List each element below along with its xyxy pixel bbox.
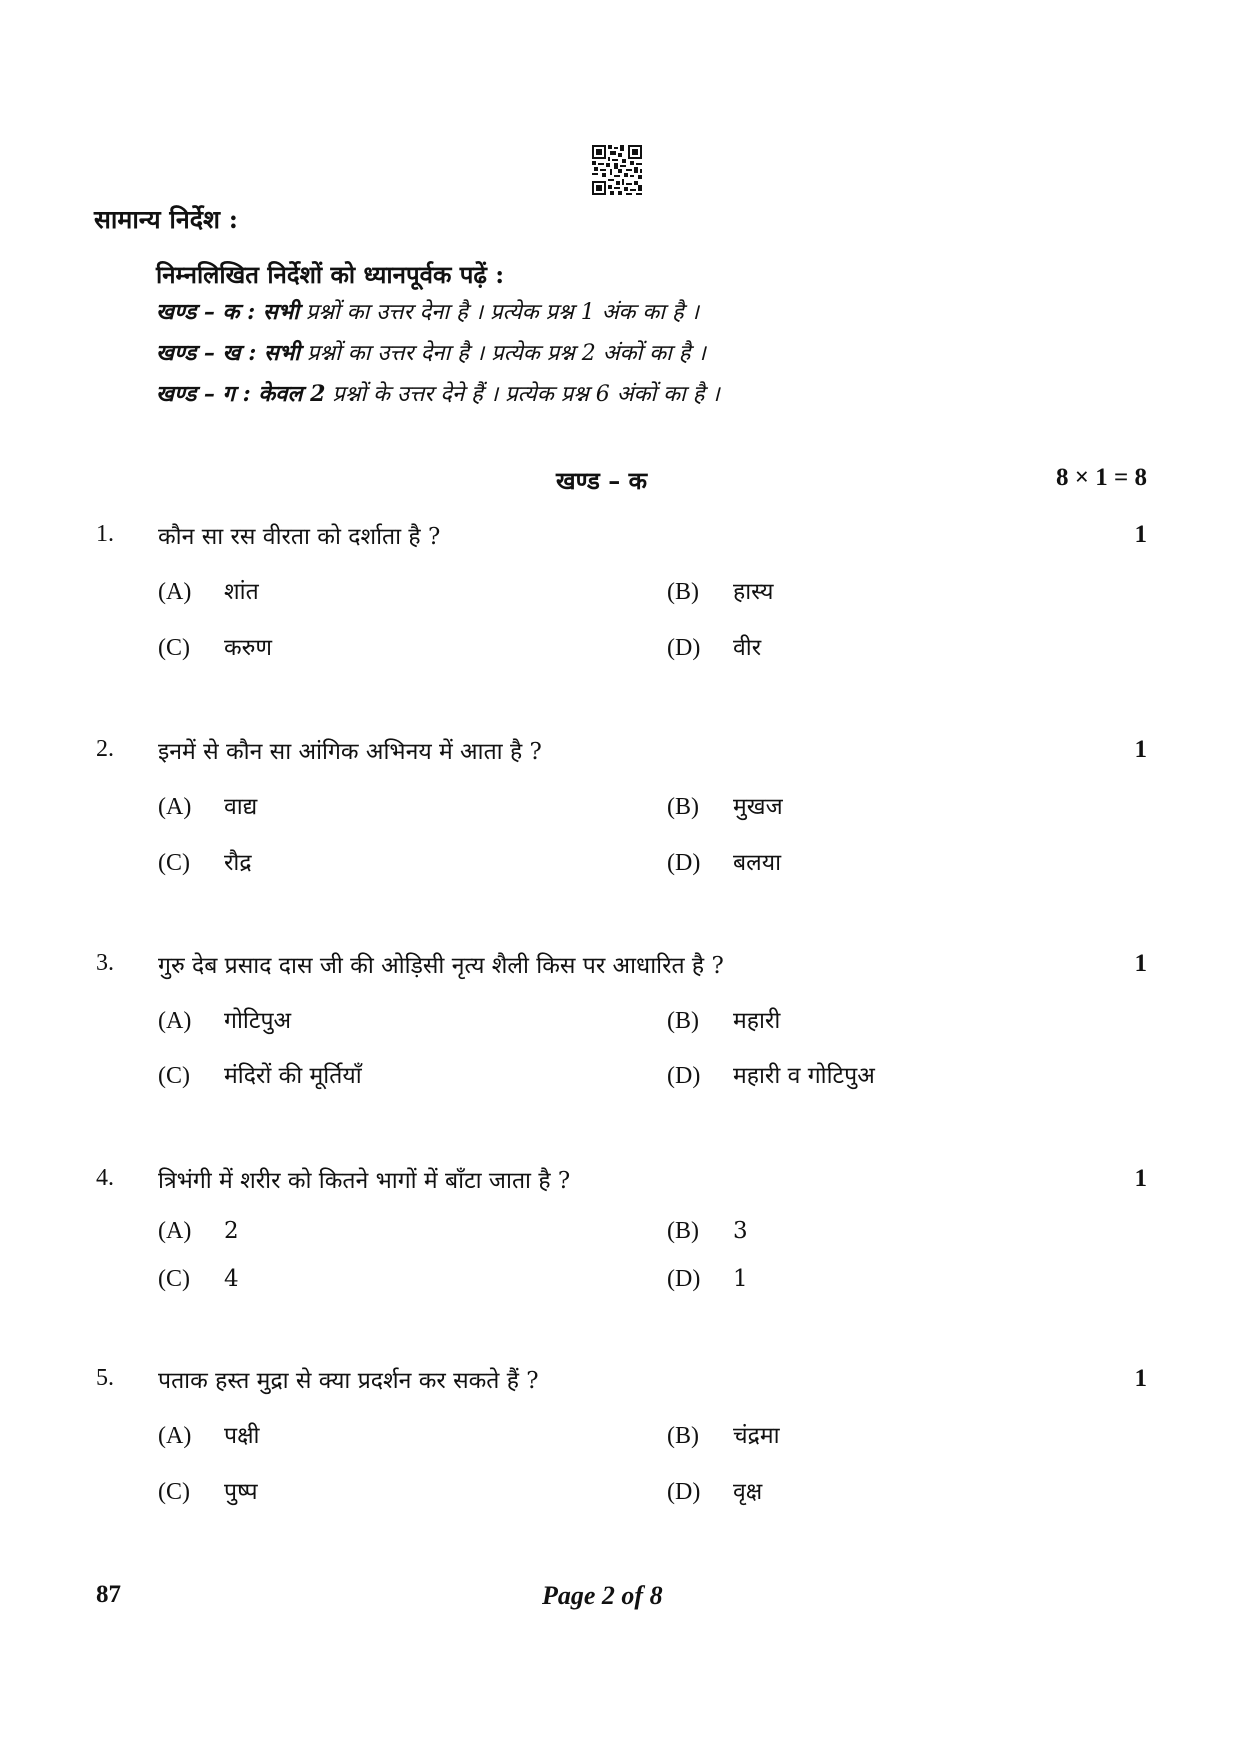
question-number: 1. (96, 521, 114, 547)
option-d (667, 1058, 875, 1090)
page-number: Page 2 of 8 (542, 1581, 663, 1610)
option-text: 2 (224, 1218, 239, 1244)
option-label: (A) (158, 1218, 192, 1244)
instruction-lead: खण्ड – ग : केवल 2 (156, 381, 326, 407)
option-b (667, 1418, 780, 1450)
option-text: 4 (224, 1266, 239, 1292)
option-label: (D) (667, 1266, 701, 1292)
question-text: त्रिभंगी में शरीर को कितने भागों में बाँटा जाता है ? (158, 1168, 571, 1194)
option-b (667, 1218, 748, 1245)
option-label: (B) (667, 1008, 699, 1034)
instruction-lead: खण्ड – क : सभी (156, 299, 299, 325)
option-label: (A) (158, 1423, 192, 1449)
option-label: (B) (667, 1218, 699, 1244)
question-marks: 1 (1134, 1365, 1147, 1392)
instructions-heading: निम्नलिखित निर्देशों को ध्यानपूर्वक पढ़ें : (156, 260, 505, 289)
option-d (667, 1474, 762, 1506)
instruction-lead: खण्ड – ख : सभी (156, 340, 301, 366)
option-text: मुखज (733, 794, 783, 820)
option-label: (D) (667, 635, 701, 661)
option-text: करुण (224, 635, 273, 661)
option-label: (C) (158, 1063, 190, 1089)
option-label: (A) (158, 794, 192, 820)
option-a (158, 574, 259, 606)
option-label: (D) (667, 850, 701, 876)
question-number: 2. (96, 736, 114, 762)
option-text: पुष्प (224, 1479, 258, 1505)
option-text: हास्य (733, 579, 774, 605)
option-label: (A) (158, 579, 192, 605)
section-title: खण्ड – क (556, 466, 648, 495)
option-label: (B) (667, 794, 699, 820)
instruction-line-section-b (156, 337, 706, 367)
option-a (158, 1003, 291, 1035)
instruction-text: प्रश्नों के उत्तर देने हैं । प्रत्येक प्रश्न 6 अंकों का है । (325, 382, 720, 407)
option-label: (C) (158, 635, 190, 661)
option-label: (C) (158, 850, 190, 876)
option-d (667, 630, 761, 662)
option-c (158, 1058, 362, 1090)
option-d (667, 1266, 748, 1293)
option-text: महारी व गोटिपुअ (733, 1063, 875, 1089)
question-text: पताक हस्त मुद्रा से क्या प्रदर्शन कर सकते हैं ? (158, 1368, 539, 1394)
option-label: (D) (667, 1063, 701, 1089)
question-text: इनमें से कौन सा आंगिक अभिनय में आता है ? (158, 739, 542, 765)
general-instructions-title: सामान्य निर्देश : (94, 205, 238, 234)
option-text: रौद्र (224, 850, 252, 876)
option-text: वाद्य (224, 794, 258, 820)
question-text: गुरु देब प्रसाद दास जी की ओड़िसी नृत्य शैली किस पर आधारित है ? (158, 953, 724, 979)
instruction-line-section-c (156, 378, 720, 408)
option-text: गोटिपुअ (224, 1008, 292, 1034)
instruction-line-section-a (156, 296, 699, 326)
question-marks: 1 (1134, 736, 1147, 763)
option-b (667, 1003, 780, 1035)
option-label: (B) (667, 579, 699, 605)
option-a (158, 1418, 260, 1450)
question-number: 3. (96, 950, 114, 976)
question-number: 4. (96, 1165, 114, 1191)
question-text: कौन सा रस वीरता को दर्शाता है ? (158, 524, 441, 550)
option-text: वीर (733, 635, 762, 661)
option-label: (C) (158, 1266, 190, 1292)
question-number: 5. (96, 1365, 114, 1391)
option-c (158, 1266, 239, 1293)
option-text: 3 (733, 1218, 748, 1244)
paper-code: 87 (96, 1581, 121, 1608)
option-text: वृक्ष (733, 1479, 763, 1505)
option-b (667, 574, 773, 606)
option-a (158, 789, 257, 821)
option-text: पक्षी (224, 1423, 260, 1449)
option-text: महारी (733, 1008, 781, 1034)
option-text: मंदिरों की मूर्तियाँ (224, 1063, 362, 1089)
question-marks: 1 (1134, 521, 1147, 548)
option-text: बलया (733, 850, 782, 876)
option-c (158, 630, 272, 662)
option-a (158, 1218, 239, 1245)
option-text: 1 (733, 1266, 748, 1292)
instruction-text: प्रश्नों का उत्तर देना है । प्रत्येक प्रश्न 1 अंक का है । (298, 300, 699, 325)
section-marks: 8 × 1 = 8 (1056, 464, 1147, 491)
option-c (158, 1474, 258, 1506)
instruction-text: प्रश्नों का उत्तर देना है । प्रत्येक प्रश्न 2 अंकों का है । (300, 341, 706, 366)
option-text: चंद्रमा (733, 1423, 780, 1449)
option-label: (A) (158, 1008, 192, 1034)
option-d (667, 845, 781, 877)
option-text: शांत (224, 579, 259, 605)
option-label: (B) (667, 1423, 699, 1449)
question-marks: 1 (1134, 950, 1147, 977)
option-c (158, 845, 252, 877)
qr-code-icon (592, 145, 642, 195)
option-b (667, 789, 783, 821)
option-label: (D) (667, 1479, 701, 1505)
question-marks: 1 (1134, 1165, 1147, 1192)
option-label: (C) (158, 1479, 190, 1505)
